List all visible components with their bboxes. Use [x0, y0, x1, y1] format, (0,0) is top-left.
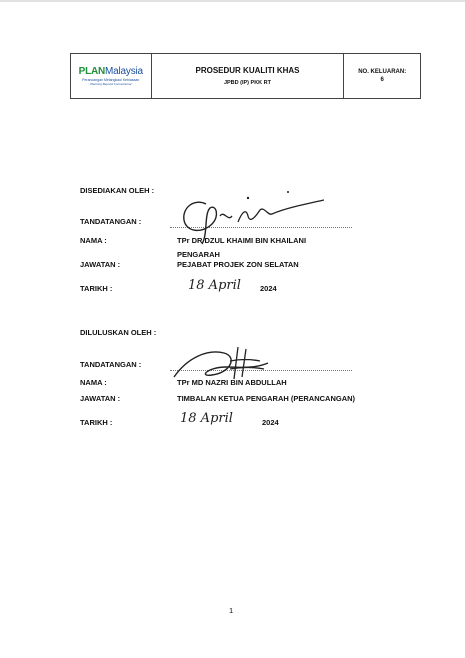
prepared-section-label: DISEDIAKAN OLEH : [80, 186, 155, 195]
prepared-date-handwritten: 18 April [188, 278, 241, 293]
page-number: 1 [229, 606, 234, 615]
prepared-name-value: TPr DR DZUL KHAIMI BIN KHAILANI [177, 236, 307, 245]
approved-date-handwritten: 18 April [180, 411, 233, 426]
prepared-date-label: TARIKH : [80, 284, 113, 293]
header-title-cell [152, 54, 345, 98]
approved-name-label: NAMA : [80, 378, 107, 387]
scan-edge [0, 0, 465, 2]
document-code: JPBD (IP) PKK RT [223, 80, 272, 86]
approved-position-label: JAWATAN : [80, 394, 121, 403]
logo-malaysia-text: Malaysia [105, 66, 143, 77]
document-title: PROSEDUR KUALITI KHAS [195, 66, 300, 75]
planmalaysia-logo [71, 54, 152, 98]
approved-name-value: TPr MD NAZRI BIN ABDULLAH [177, 378, 287, 387]
prepared-position-line2: PEJABAT PROJEK ZON SELATAN [177, 260, 299, 269]
prepared-date-year: 2024 [260, 284, 277, 293]
document-header [70, 53, 421, 99]
approved-date-label: TARIKH : [80, 418, 113, 427]
logo-plan-text: PLAN [78, 66, 106, 77]
logo-tagline-1: Perancangan Melangkaui Kebiasaan [82, 78, 140, 82]
logo-tagline-2: Planning Beyond Conventional [90, 82, 132, 86]
prepared-position-label: JAWATAN : [80, 260, 121, 269]
approved-position-value: TIMBALAN KETUA PENGARAH (PERANCANGAN) [177, 394, 356, 403]
prepared-name-label: NAMA : [80, 236, 107, 245]
release-value: 6 [380, 77, 384, 83]
approved-signature [168, 343, 278, 383]
prepared-signature-label: TANDATANGAN : [80, 217, 142, 226]
release-label: NO. KELUARAN: [358, 69, 407, 75]
approved-section-label: DILULUSKAN OLEH : [80, 328, 157, 337]
approved-signature-label: TANDATANGAN : [80, 360, 142, 369]
prepared-position-line1: PENGARAH [177, 250, 220, 259]
release-cell [344, 54, 420, 98]
approved-date-year: 2024 [262, 418, 279, 427]
